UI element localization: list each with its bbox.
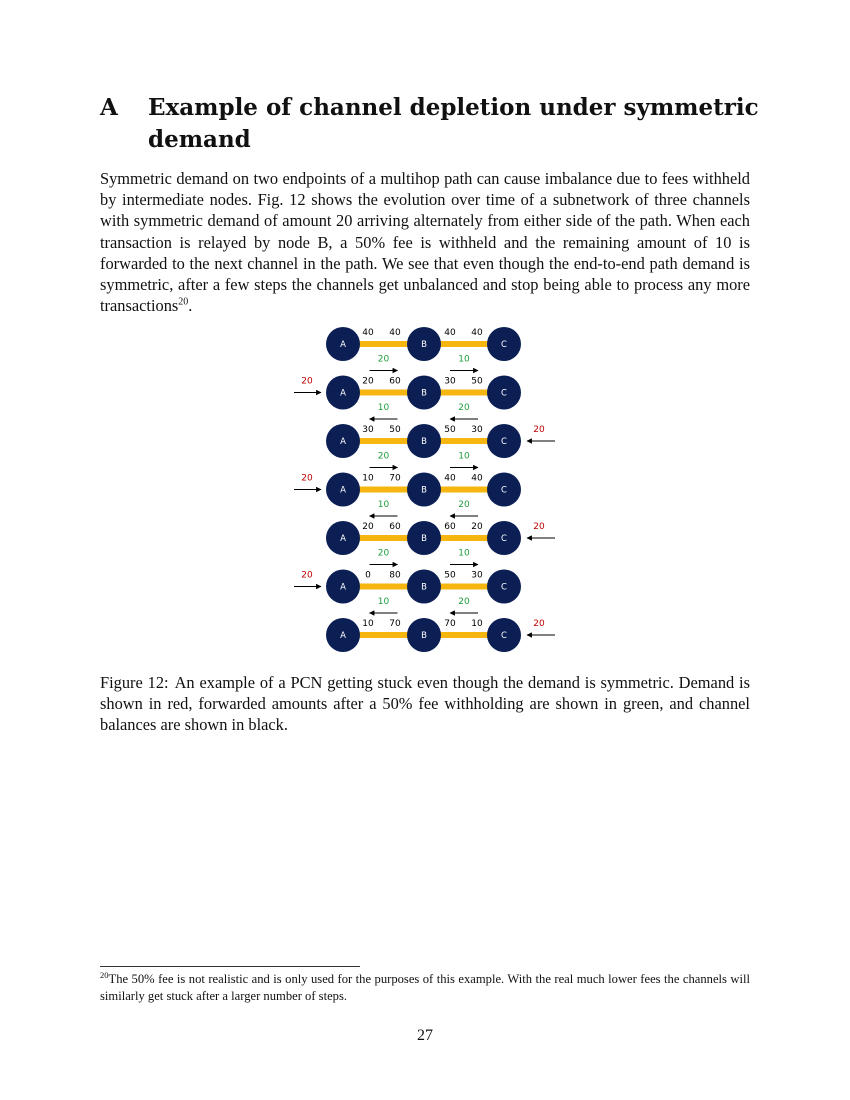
- figure-pcn-depletion: [285, 320, 565, 660]
- balance-bc-right: 10: [471, 619, 483, 629]
- node-label: B: [421, 437, 427, 448]
- balance-bc-right: 20: [471, 522, 483, 532]
- balance-bc-left: 50: [444, 425, 456, 435]
- body-paragraph: [100, 168, 750, 316]
- node-label: C: [501, 388, 507, 399]
- footnote-text: The 50% fee is not realistic and is only used for the purposes of this example. With the real much lower fees the channels will similarly get stuck after a larger number of steps.: [100, 972, 750, 1003]
- balance-bc-right: 40: [471, 328, 483, 338]
- node-label: A: [340, 388, 346, 399]
- node-label: C: [501, 485, 507, 496]
- section-number: A: [100, 94, 118, 121]
- node-label: B: [421, 340, 427, 351]
- demand-amount: 20: [301, 473, 313, 484]
- balance-ab-left: 10: [362, 473, 374, 484]
- demand-amount: 20: [533, 522, 545, 532]
- balance-ab-right: 50: [389, 425, 401, 435]
- forward-amount-bc: 10: [458, 354, 470, 365]
- node-label: A: [340, 485, 346, 496]
- node-label: A: [340, 534, 346, 545]
- balance-ab-left: 20: [362, 376, 374, 387]
- forward-amount-bc: 20: [458, 403, 470, 413]
- caption-label: Figure 12:: [100, 673, 169, 692]
- forward-amount-ab: 20: [377, 354, 390, 365]
- forward-amount-ab: 10: [377, 500, 390, 510]
- node-label: B: [421, 631, 427, 642]
- balance-ab-right: 70: [389, 473, 401, 484]
- forward-amount-ab: 10: [377, 597, 390, 607]
- demand-amount: 20: [301, 570, 313, 581]
- balance-ab-left: 10: [362, 619, 374, 629]
- demand-amount: 20: [533, 425, 545, 435]
- node-label: A: [340, 340, 346, 351]
- node-label: B: [421, 388, 427, 399]
- forward-amount-ab: 10: [377, 403, 390, 413]
- balance-bc-left: 60: [444, 522, 456, 532]
- node-label: A: [340, 631, 346, 642]
- forward-amount-bc: 10: [458, 451, 470, 462]
- node-label: C: [501, 631, 507, 642]
- node-label: B: [421, 485, 427, 496]
- figure-caption: [100, 672, 750, 736]
- node-label: C: [501, 437, 507, 448]
- balance-ab-right: 60: [389, 376, 401, 387]
- paragraph-end: .: [188, 296, 193, 316]
- section-title: Example of channel depletion under symmetric demand: [148, 94, 759, 153]
- balance-bc-right: 50: [471, 376, 483, 387]
- balance-bc-left: 50: [444, 570, 456, 581]
- node-label: C: [501, 534, 507, 545]
- balance-ab-right: 40: [389, 328, 401, 338]
- balance-bc-right: 30: [471, 570, 483, 581]
- footnote-reference: 20: [178, 296, 189, 308]
- node-label: C: [501, 340, 507, 351]
- balance-ab-right: 70: [389, 619, 401, 629]
- node-label: B: [421, 534, 427, 545]
- footnote: [100, 971, 750, 1005]
- balance-bc-left: 70: [444, 619, 456, 629]
- section-heading: [100, 92, 760, 156]
- footnote-divider: [100, 966, 360, 967]
- node-label: B: [421, 582, 427, 593]
- footnote-mark: 20: [100, 969, 109, 980]
- balance-bc-right: 30: [471, 425, 483, 435]
- forward-amount-bc: 20: [458, 597, 470, 607]
- demand-amount: 20: [533, 619, 545, 629]
- node-label: C: [501, 582, 507, 593]
- balance-ab-right: 80: [389, 570, 401, 581]
- forward-amount-ab: 20: [377, 548, 390, 559]
- balance-bc-left: 30: [444, 376, 456, 387]
- caption-text: An example of a PCN getting stuck even though the demand is symmetric. Demand is shown in red, forwarded amounts after a 50% fee withholding are shown in green, and channel balances are shown in black.: [100, 673, 750, 735]
- paragraph-text: Symmetric demand on two endpoints of a multihop path can cause imbalance due to fees withheld by intermediate nodes. Fig. 12 shows the evolution over time of a subnetwork of three channels with symmetric demand of amount 20 arriving alternately from either side of the path. When each transaction is relayed by node B, a 50% fee is withheld and the remaining amount of 10 is forwarded to the next channel in the path. We see that even though the end-to-end path demand is symmetric, after a few steps the channels get unbalanced and stop being able to process any more transactions: [100, 169, 750, 316]
- balance-bc-right: 40: [471, 473, 483, 484]
- balance-bc-left: 40: [444, 473, 456, 484]
- balance-ab-left: 30: [362, 425, 374, 435]
- forward-amount-ab: 20: [377, 451, 390, 462]
- node-label: A: [340, 437, 346, 448]
- balance-ab-left: 20: [362, 522, 374, 532]
- figure-svg: [285, 320, 565, 660]
- balance-ab-right: 60: [389, 522, 401, 532]
- balance-ab-left: 0: [365, 570, 371, 581]
- page-number: 27: [417, 1027, 433, 1044]
- balance-bc-left: 40: [444, 328, 456, 338]
- demand-amount: 20: [301, 376, 313, 387]
- forward-amount-bc: 10: [458, 548, 470, 559]
- forward-amount-bc: 20: [458, 500, 470, 510]
- node-label: A: [340, 582, 346, 593]
- balance-ab-left: 40: [362, 328, 374, 338]
